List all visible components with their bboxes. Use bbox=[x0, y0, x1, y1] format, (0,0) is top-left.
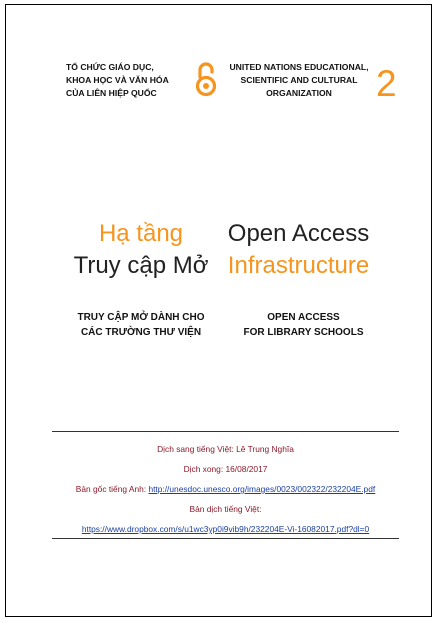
translation-source-link[interactable]: https://www.dropbox.com/s/u1wc3yp0i9vib9h/232204E-Vi-16082017.pdf?dl=0 bbox=[81, 524, 370, 534]
translation-source-line bbox=[52, 522, 399, 542]
unesco-name-english bbox=[224, 61, 374, 100]
title-en-line-1: Open Access bbox=[227, 220, 370, 247]
open-access-lock-icon bbox=[195, 61, 217, 102]
en-org-line-2: SCIENTIFIC AND CULTURAL bbox=[240, 75, 358, 85]
vi-org-line-1: TỔ CHỨC GIÁO DỤC, bbox=[66, 62, 154, 72]
title-vietnamese bbox=[56, 218, 226, 282]
en-org-line-1: UNITED NATIONS EDUCATIONAL, bbox=[229, 62, 369, 72]
title-vi-line-1: Hạ tầng bbox=[98, 220, 184, 247]
subtitle-vi-line-2: CÁC TRƯỜNG THƯ VIỆN bbox=[80, 327, 202, 338]
subtitle-en-line-2: FOR LIBRARY SCHOOLS bbox=[243, 327, 364, 338]
document-page bbox=[5, 4, 432, 617]
translation-date-line: Dịch xong: 16/08/2017 bbox=[183, 464, 268, 474]
original-source-label: Bản gốc tiếng Anh: bbox=[75, 484, 149, 494]
vi-org-line-3: CỦA LIÊN HIỆP QUỐC bbox=[66, 88, 157, 98]
translation-source-label: Bản dịch tiếng Việt: bbox=[189, 504, 262, 514]
subtitle-vi-line-1: TRUY CẬP MỞ DÀNH CHO bbox=[77, 312, 205, 323]
subtitle-en-line-1: OPEN ACCESS bbox=[267, 312, 340, 323]
title-vi-line-2: Truy cập Mở bbox=[73, 252, 209, 279]
translation-credits bbox=[52, 442, 399, 542]
translator-line: Dịch sang tiếng Việt: Lê Trung Nghĩa bbox=[157, 444, 294, 454]
original-source-line bbox=[52, 482, 399, 502]
en-org-line-3: ORGANIZATION bbox=[266, 88, 332, 98]
top-divider bbox=[52, 431, 399, 432]
vi-org-line-2: KHOA HỌC VÀ VĂN HÓA bbox=[66, 75, 169, 85]
subtitle-english bbox=[231, 310, 376, 340]
unesco-name-vietnamese bbox=[66, 61, 206, 100]
original-source-link[interactable]: http://unesdoc.unesco.org/images/0023/002322/232204E.pdf bbox=[148, 484, 376, 494]
subtitle-vietnamese bbox=[61, 310, 221, 340]
bottom-divider bbox=[52, 538, 399, 539]
title-en-line-2: Infrastructure bbox=[227, 252, 370, 279]
module-number: 2 bbox=[376, 63, 397, 104]
title-english bbox=[216, 218, 381, 282]
